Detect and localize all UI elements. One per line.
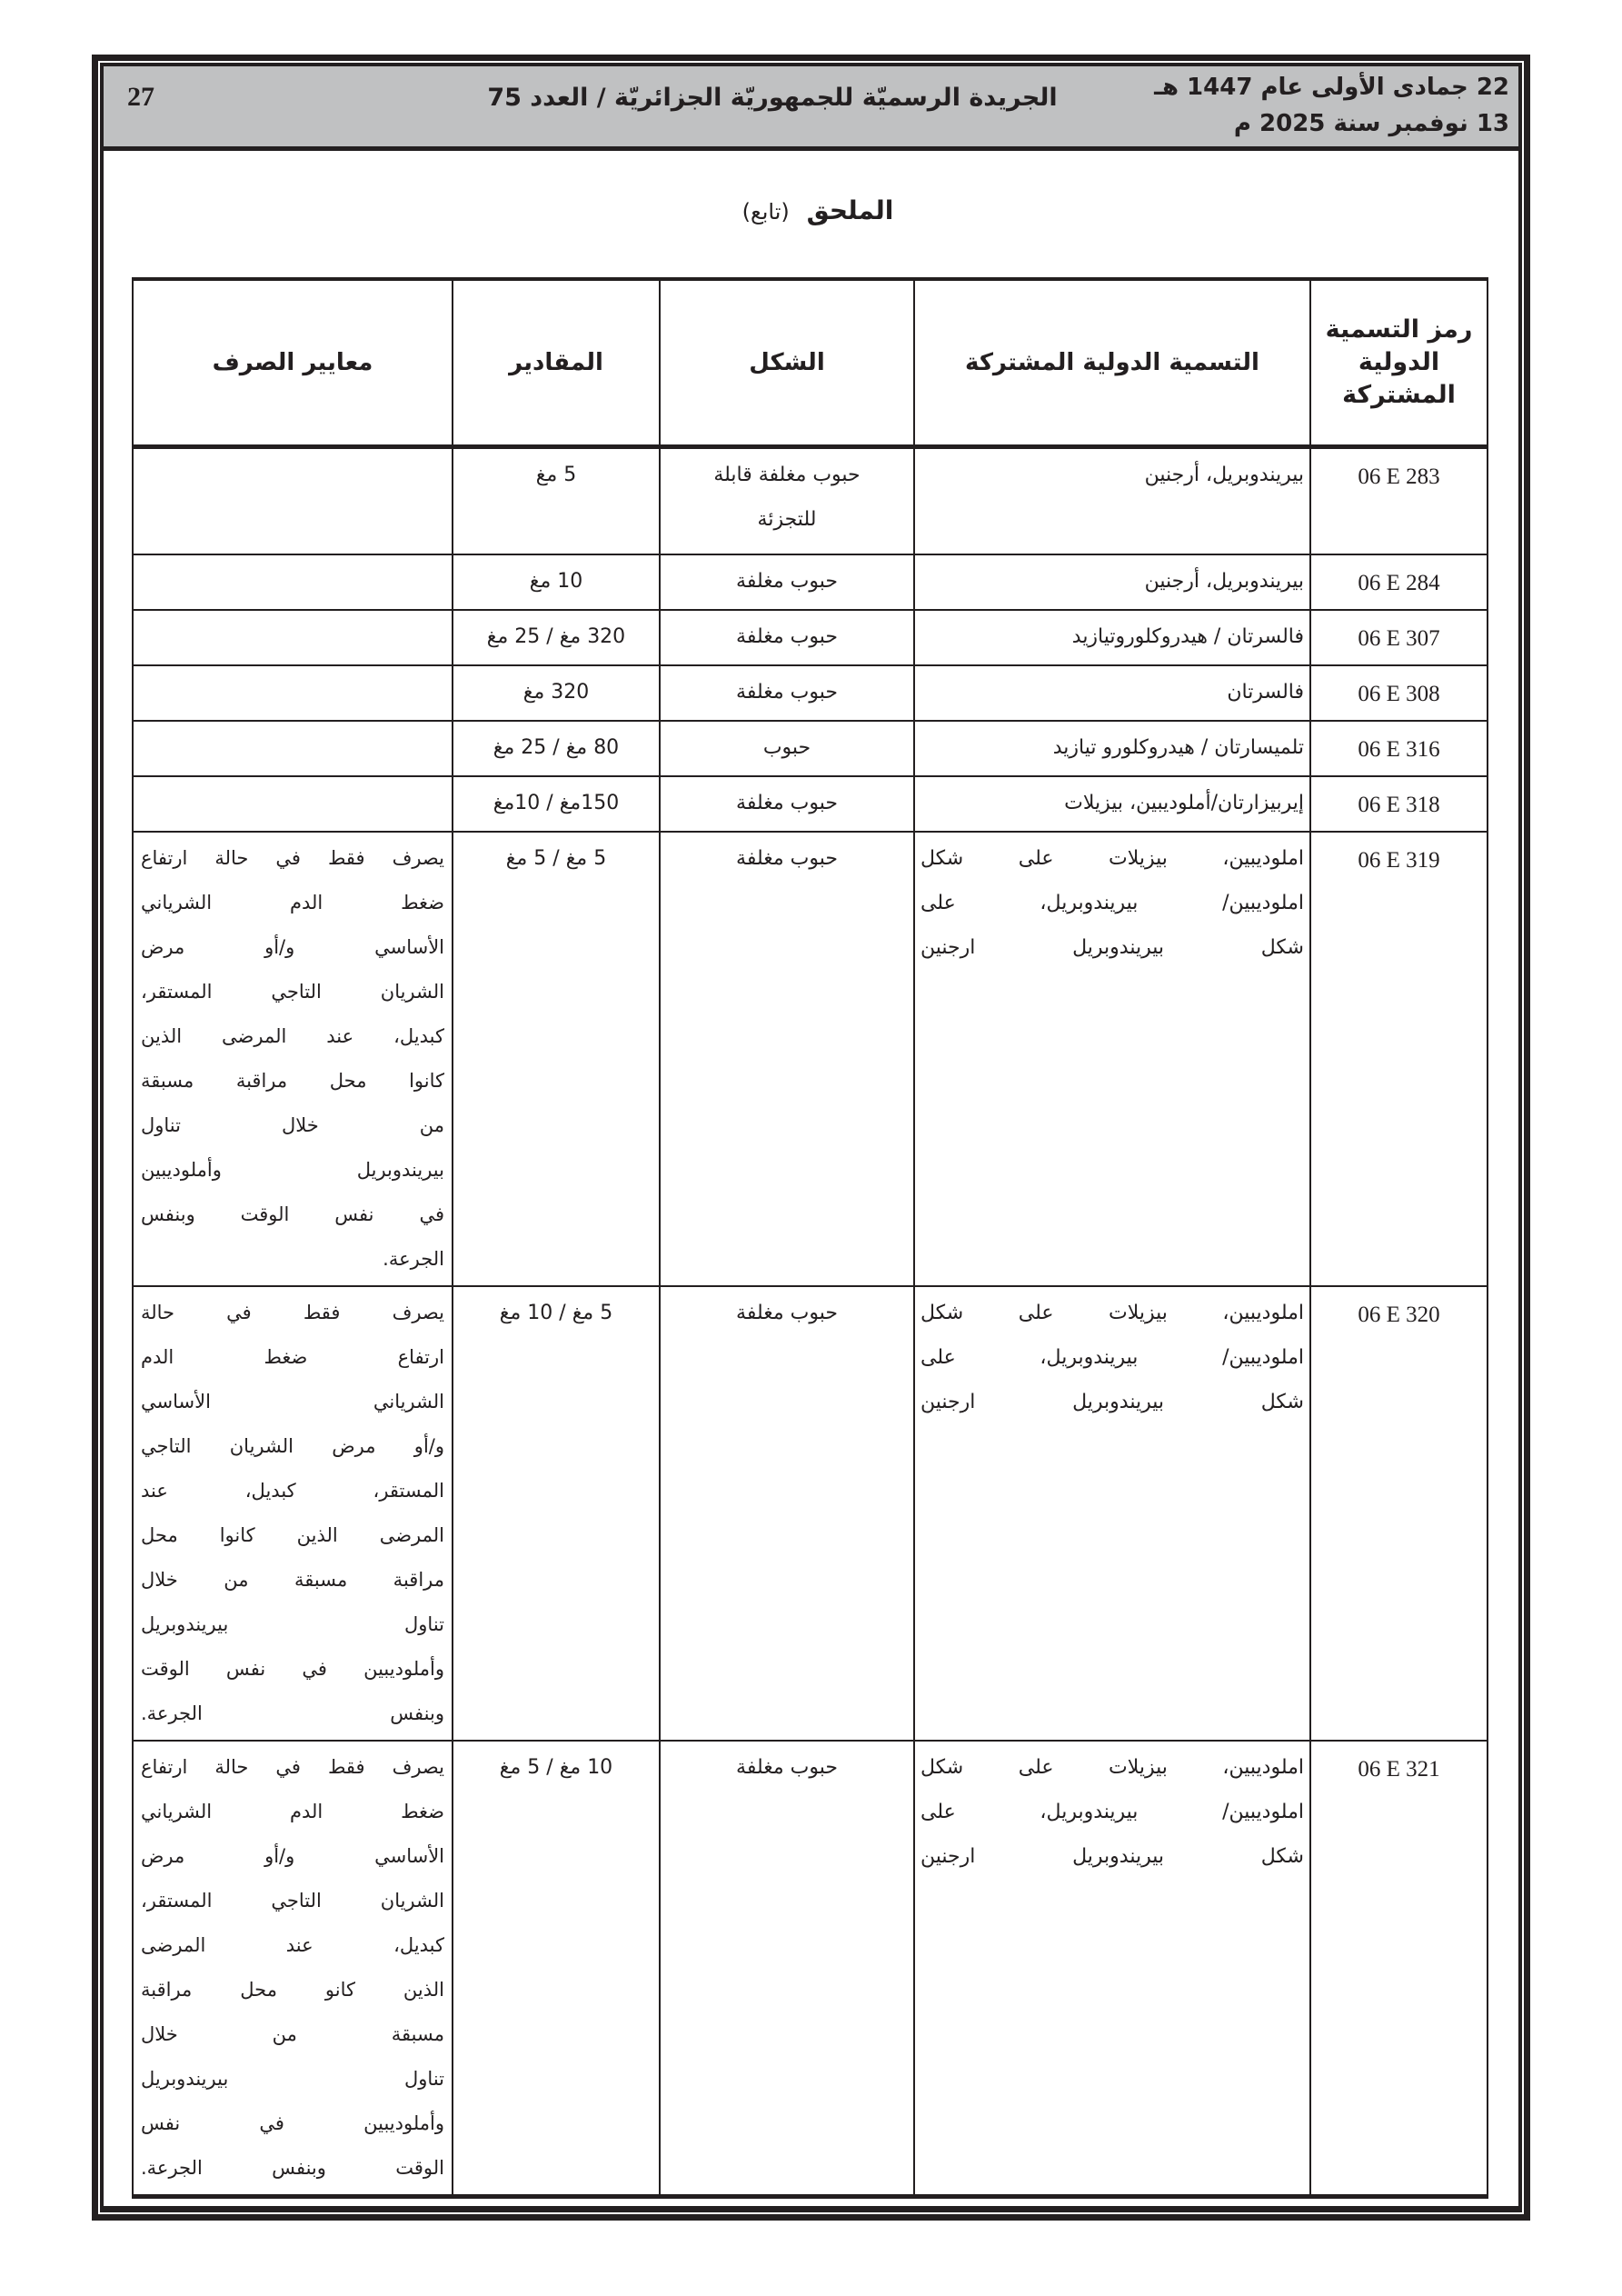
cell-criteria-line: كانوا محل مراقبة مسبقة [141,1069,444,1092]
cell-criteria-line: وأملوديبين في نفس [141,2111,444,2134]
gazette-title: الجريدة الرسميّة للجمهوريّة الجزائريّة / العدد 75 [487,84,1058,112]
cell-criteria-line: ضغط الدم الشرياني [141,891,444,913]
cell-criteria [133,776,453,832]
cell-form-line: للتجزئة [757,508,817,531]
cell-dosage [453,447,660,554]
cell-dosage [453,776,660,832]
cell-dosage-text: 10 مغ / 5 مغ [499,1755,613,1779]
cell-form [660,1741,914,2197]
table-row [133,447,1488,554]
column-header-form: الشكل [660,279,914,447]
cell-dci [914,1741,1310,2197]
cell-dosage-text: 5 مغ / 5 مغ [505,846,607,870]
cell-criteria-line: يصرف فقط في حالة ارتفاع [141,846,444,869]
cell-criteria [133,1286,453,1741]
column-header-dosage: المقادير [453,279,660,447]
cell-criteria-line: يصرف فقط في حالة ارتفاع [141,1755,444,1778]
cell-code [1310,1741,1488,2197]
column-header-code: رمز التسمية الدولية المشتركة [1310,279,1488,447]
page-number: 27 [127,82,154,112]
cell-criteria [133,721,453,776]
medication-table [132,277,1488,2199]
cell-code [1310,721,1488,776]
cell-form [660,1286,914,1741]
cell-dci-line: شكل بيريندوبريل ارجنين [920,935,1304,959]
cell-criteria-line: الوقت وبنفس الجرعة. [141,2156,444,2179]
cell-dci [914,554,1310,610]
cell-criteria-line: في نفس الوقت وبنفس [141,1203,444,1225]
cell-code [1310,1286,1488,1741]
cell-criteria-line: يصرف فقط في حالة [141,1301,444,1323]
annex-heading [636,195,1000,225]
cell-criteria-line: ضغط الدم الشرياني [141,1800,444,1822]
cell-criteria-line: مسبقة من خلال [141,2022,444,2045]
column-header-dci: التسمية الدولية المشتركة [914,279,1310,447]
cell-criteria-line: الجرعة. [383,1247,444,1270]
cell-code [1310,832,1488,1286]
cell-form [660,832,914,1286]
cell-code-text: 06 E 318 [1358,792,1440,817]
cell-form-line: حبوب مغلفة [736,846,838,870]
cell-dci [914,610,1310,665]
cell-criteria-line: الأساسي و/أو مرض [141,1844,444,1867]
cell-criteria-line: مراقبة مسبقة من خلال [141,1568,444,1591]
cell-dci [914,447,1310,554]
cell-dosage [453,665,660,721]
table-header-row [133,279,1488,447]
table-row [133,776,1488,832]
cell-criteria [133,554,453,610]
cell-dosage [453,721,660,776]
cell-dci-line: املوديبين/ بيريندوبريل، على [920,891,1304,914]
cell-code-text: 06 E 316 [1358,736,1440,762]
column-header-criteria: معايير الصرف [133,279,453,447]
cell-dci [914,665,1310,721]
cell-criteria-line: الأساسي و/أو مرض [141,935,444,958]
cell-criteria-line: الذين كانو محل مراقبة [141,1978,444,2001]
cell-criteria [133,447,453,554]
table-row [133,1286,1488,1741]
cell-dosage-text: 320 مغ [522,680,590,704]
cell-dosage-text: 150مغ / 10مغ [493,791,620,814]
cell-dosage [453,610,660,665]
table-row [133,832,1488,1286]
cell-criteria-line: الشرياني الأساسي [141,1390,444,1413]
cell-dosage-text: 320 مغ / 25 مغ [486,624,626,648]
cell-code [1310,447,1488,554]
cell-dci [914,721,1310,776]
cell-dci-line: بيريندوبريل، أرجنين [1144,464,1304,486]
cell-code-text: 06 E 307 [1358,625,1440,651]
cell-form [660,721,914,776]
cell-dosage [453,1741,660,2197]
cell-code-text: 06 E 308 [1358,681,1440,706]
table-row [133,1741,1488,2197]
cell-form-line: حبوب مغلفة [736,1755,838,1779]
hijri-date: 22 جمادى الأولى عام 1447 هـ [1154,74,1509,101]
issue-date [1154,69,1509,142]
cell-code [1310,665,1488,721]
cell-dosage [453,1286,660,1741]
cell-code [1310,610,1488,665]
table-row [133,721,1488,776]
cell-dci-line: شكل بيريندوبريل ارجنين [920,1844,1304,1868]
annex-title: الملحق [806,195,894,225]
cell-code [1310,776,1488,832]
cell-dosage-text: 5 مغ / 10 مغ [499,1301,613,1324]
cell-criteria-line: المستقر، كبديل، عند [141,1479,444,1502]
cell-code-text: 06 E 321 [1358,1756,1440,1782]
cell-criteria-line: تناول بيريندوبريل [141,1612,444,1635]
cell-dci [914,776,1310,832]
cell-dci [914,1286,1310,1741]
cell-dci-line: املوديبين/ بيريندوبريل، على [920,1800,1304,1823]
cell-form-line: حبوب مغلفة [736,569,838,593]
cell-dosage-text: 80 مغ / 25 مغ [493,735,620,759]
cell-form-line: حبوب مغلفة قابلة [713,464,861,486]
gregorian-date: 13 نوفمبر سنة 2025 م [1233,110,1509,137]
cell-criteria-line: من خلال تناول [141,1113,444,1136]
table-row [133,610,1488,665]
cell-criteria-line: كبديل، عند المرضى الذين [141,1024,444,1047]
cell-form [660,776,914,832]
table-row [133,554,1488,610]
cell-criteria [133,832,453,1286]
cell-dosage-text: 5 مغ [535,464,577,486]
cell-form-line: حبوب مغلفة [736,791,838,814]
cell-dosage [453,554,660,610]
cell-criteria-line: بيريندوبريل وأملوديبين [141,1158,444,1181]
cell-form-line: حبوب مغلفة [736,624,838,648]
cell-dci-line: املوديبين، بيزيلات على شكل [920,846,1304,870]
cell-criteria [133,610,453,665]
cell-dci-line: إيربيزارتان/أملوديبين، بيزيلات [1064,791,1304,814]
cell-dci-line: املوديبين/ بيريندوبريل، على [920,1345,1304,1369]
cell-code-text: 06 E 320 [1358,1302,1440,1327]
cell-code [1310,554,1488,610]
cell-form [660,447,914,554]
cell-criteria-line: ارتفاع ضغط الدم [141,1345,444,1368]
cell-dci-line: شكل بيريندوبريل ارجنين [920,1390,1304,1413]
annex-subtitle: (تابع) [741,199,790,225]
cell-code-text: 06 E 284 [1358,570,1440,595]
cell-form-line: حبوب مغلفة [736,680,838,704]
cell-form [660,554,914,610]
cell-form [660,610,914,665]
cell-dci-line: فالسرتان [1227,680,1304,704]
cell-criteria-line: الشريان التاجي المستقر، [141,980,444,1003]
cell-criteria-line: المرضى الذين كانوا محل [141,1523,444,1546]
cell-code-text: 06 E 283 [1358,464,1440,489]
cell-form-line: حبوب مغلفة [736,1301,838,1324]
cell-criteria-line: وأملوديبين في نفس الوقت [141,1657,444,1680]
cell-code-text: 06 E 319 [1358,847,1440,873]
cell-criteria-line: وبنفس الجرعة. [141,1702,444,1724]
cell-dci [914,832,1310,1286]
cell-form-line: حبوب [762,735,811,759]
cell-dci-line: تلميسارتان / هيدروكلورو تيازيد [1052,735,1304,759]
cell-criteria [133,1741,453,2197]
cell-dci-line: املوديبين، بيزيلات على شكل [920,1301,1304,1324]
cell-dosage-text: 10 مغ [529,569,583,593]
cell-criteria-line: و/أو مرض الشريان التاجي [141,1434,444,1457]
cell-criteria-line: كبديل، عند المرضى [141,1933,444,1956]
cell-form [660,665,914,721]
cell-criteria [133,665,453,721]
cell-dci-line: فالسرتان / هيدروكلوروتيازيد [1071,624,1304,648]
table-row [133,665,1488,721]
cell-dci-line: املوديبين، بيزيلات على شكل [920,1755,1304,1779]
cell-criteria-line: تناول بيريندوبريل [141,2067,444,2090]
table-body [133,447,1488,2197]
cell-dosage [453,832,660,1286]
cell-criteria-line: الشريان التاجي المستقر، [141,1889,444,1912]
cell-dci-line: بيريندوبريل، أرجنين [1144,569,1304,593]
